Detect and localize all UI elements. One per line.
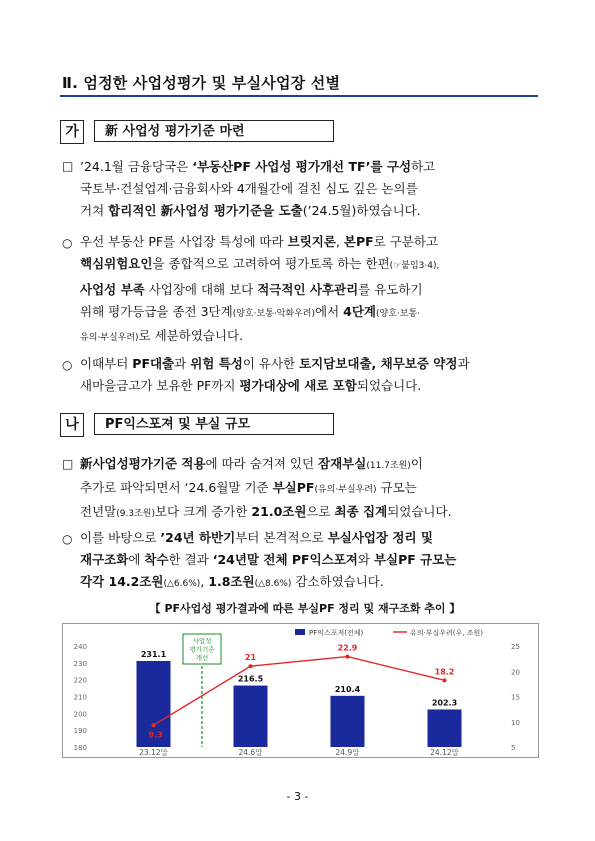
section-title: Ⅱ. 엄정한 사업성평가 및 부실사업장 선별 xyxy=(62,74,341,92)
section-divider xyxy=(60,95,538,97)
paragraph-3-line-2: 위해 평가등급을 종전 3단계(양호·보통·악화우려)에서 4단계(양호·보통· xyxy=(80,304,420,319)
y-left-tick-label: 180 xyxy=(73,744,87,752)
paragraph-bullet-circle: ○ xyxy=(62,532,73,546)
y-left-tick-label: 190 xyxy=(73,727,87,736)
subsection-label-a-text: 新 사업성 평가기준 마련 xyxy=(105,124,245,139)
subsection-label-b xyxy=(94,413,334,435)
paragraph-4-line-2: 새마을금고가 보유한 PF까지 평가대상에 새로 포함되었습니다. xyxy=(80,378,422,393)
legend-label-line: 유의·부실우려(우, 조원) xyxy=(410,629,483,637)
y-right-tick-label: 15 xyxy=(511,693,520,702)
line-value-label: 21 xyxy=(244,653,257,663)
y-left-tick-label: 230 xyxy=(73,659,87,668)
pf-chart-svg xyxy=(63,624,538,757)
subsection-tag-a: 가 xyxy=(60,120,84,144)
paragraph-1-line-2: 국토부·건설업계·금융회사와 4개월간에 걸친 심도 깊은 논의를 xyxy=(80,181,418,196)
paragraph-1-line-3: 거쳐 합리적인 新사업성 평가기준을 도출(’24.5월)하였습니다. xyxy=(80,203,421,218)
chart-caption: 【 PF사업성 평가결과에 따른 부실PF 정리 및 재구조화 추이 】 xyxy=(149,602,461,615)
paragraph-6-line-2: 재구조화에 착수한 결과 ‘24년말 전체 PF익스포져와 부실PF 규모는 xyxy=(80,552,457,567)
line-value-label: 18.2 xyxy=(434,667,455,677)
paragraph-1-line-1: ’24.1월 금융당국은 ‘부동산PF 사업성 평가개선 TF’를 구성하고 xyxy=(80,159,436,174)
annotation-label: 평가기준 xyxy=(189,645,215,654)
bar-value-label: 231.1 xyxy=(140,649,167,659)
paragraph-2 xyxy=(80,231,540,277)
line-point xyxy=(249,664,253,668)
y-right-tick-label: 20 xyxy=(511,668,520,677)
line-value-label: 22.9 xyxy=(337,643,358,653)
paragraph-1 xyxy=(80,156,540,222)
subsection-label-a xyxy=(94,120,334,142)
y-left-tick-label: 210 xyxy=(73,693,87,702)
paragraph-6 xyxy=(80,527,540,595)
annotation-label: 사업성 xyxy=(192,637,212,645)
y-right-tick-label: 10 xyxy=(511,718,520,727)
subsection-tag-b: 나 xyxy=(60,413,84,437)
paragraph-5-line-2: 추가로 파악되면서 ‘24.6월말 기준 부실PF(유의·부실우려) 규모는 xyxy=(80,480,417,495)
paragraph-2-line-2: 핵심위험요인을 종합적으로 고려하여 평가토록 하는 한편(☞붙임3·4), xyxy=(80,256,440,271)
paragraph-5-line-3: 전년말(9.3조원)보다 크게 증가한 21.0조원으로 최종 집계되었습니다. xyxy=(80,504,452,519)
x-tick-label: 24.9말 xyxy=(335,748,360,757)
y-right-tick-label: 5 xyxy=(511,744,516,752)
y-left-tick-label: 200 xyxy=(73,710,87,719)
line-point xyxy=(152,723,156,727)
bar-value-label: 202.3 xyxy=(431,698,458,708)
line-point xyxy=(346,655,350,659)
bar xyxy=(234,686,268,747)
line-series xyxy=(154,657,445,726)
paragraph-6-line-1: 이를 바탕으로 ’24년 하반기부터 본격적으로 부실사업장 정리 및 xyxy=(80,530,433,545)
x-tick-label: 24.12말 xyxy=(430,748,459,757)
legend-swatch-bar xyxy=(295,629,305,635)
pf-chart xyxy=(62,623,539,758)
bar-value-label: 210.4 xyxy=(334,684,361,694)
page-number: - 3 - xyxy=(286,790,309,803)
paragraph-3-line-1: 사업성 부족 사업장에 대해 보다 적극적인 사후관리를 유도하기 xyxy=(80,282,423,297)
paragraph-5 xyxy=(80,453,540,525)
y-right-tick-label: 25 xyxy=(511,643,520,651)
y-left-tick-label: 220 xyxy=(73,676,87,685)
paragraph-5-line-1: 新사업성평가기준 적용에 따라 숨겨져 있던 잠재부실(11.7조원)이 xyxy=(80,456,423,471)
legend-label-bar: PF익스포져(전체) xyxy=(309,629,364,637)
annotation-label: 개선 xyxy=(195,654,209,662)
bar xyxy=(331,696,365,747)
paragraph-4 xyxy=(80,353,540,397)
paragraph-2-line-1: 우선 부동산 PF를 사업장 특성에 따라 브릿지론, 본PF로 구분하고 xyxy=(80,234,439,249)
paragraph-bullet-circle: ○ xyxy=(62,236,73,250)
bar-value-label: 216.5 xyxy=(237,674,264,684)
paragraph-4-line-1: 이때부터 PF대출과 위험 특성이 유사한 토지담보대출, 채무보증 약정과 xyxy=(80,356,470,371)
bar xyxy=(428,709,462,747)
subsection-label-b-text: PF익스포져 및 부실 규모 xyxy=(105,417,251,432)
x-tick-label: 23.12말 xyxy=(139,748,168,757)
paragraph-6-line-3: 각각 14.2조원(△6.6%), 1.8조원(△8.6%) 감소하였습니다. xyxy=(80,574,384,589)
x-tick-label: 24.6말 xyxy=(238,748,263,757)
line-point xyxy=(443,678,447,682)
y-left-tick-label: 240 xyxy=(73,643,87,651)
paragraph-bullet-square: □ xyxy=(62,159,74,173)
paragraph-bullet-circle: ○ xyxy=(62,358,73,372)
paragraph-bullet-square: □ xyxy=(62,457,74,471)
paragraph-3 xyxy=(80,279,540,349)
paragraph-3-line-3: 유의·부실우려)로 세분하였습니다. xyxy=(80,328,244,343)
line-value-label: 9.3 xyxy=(148,730,163,740)
